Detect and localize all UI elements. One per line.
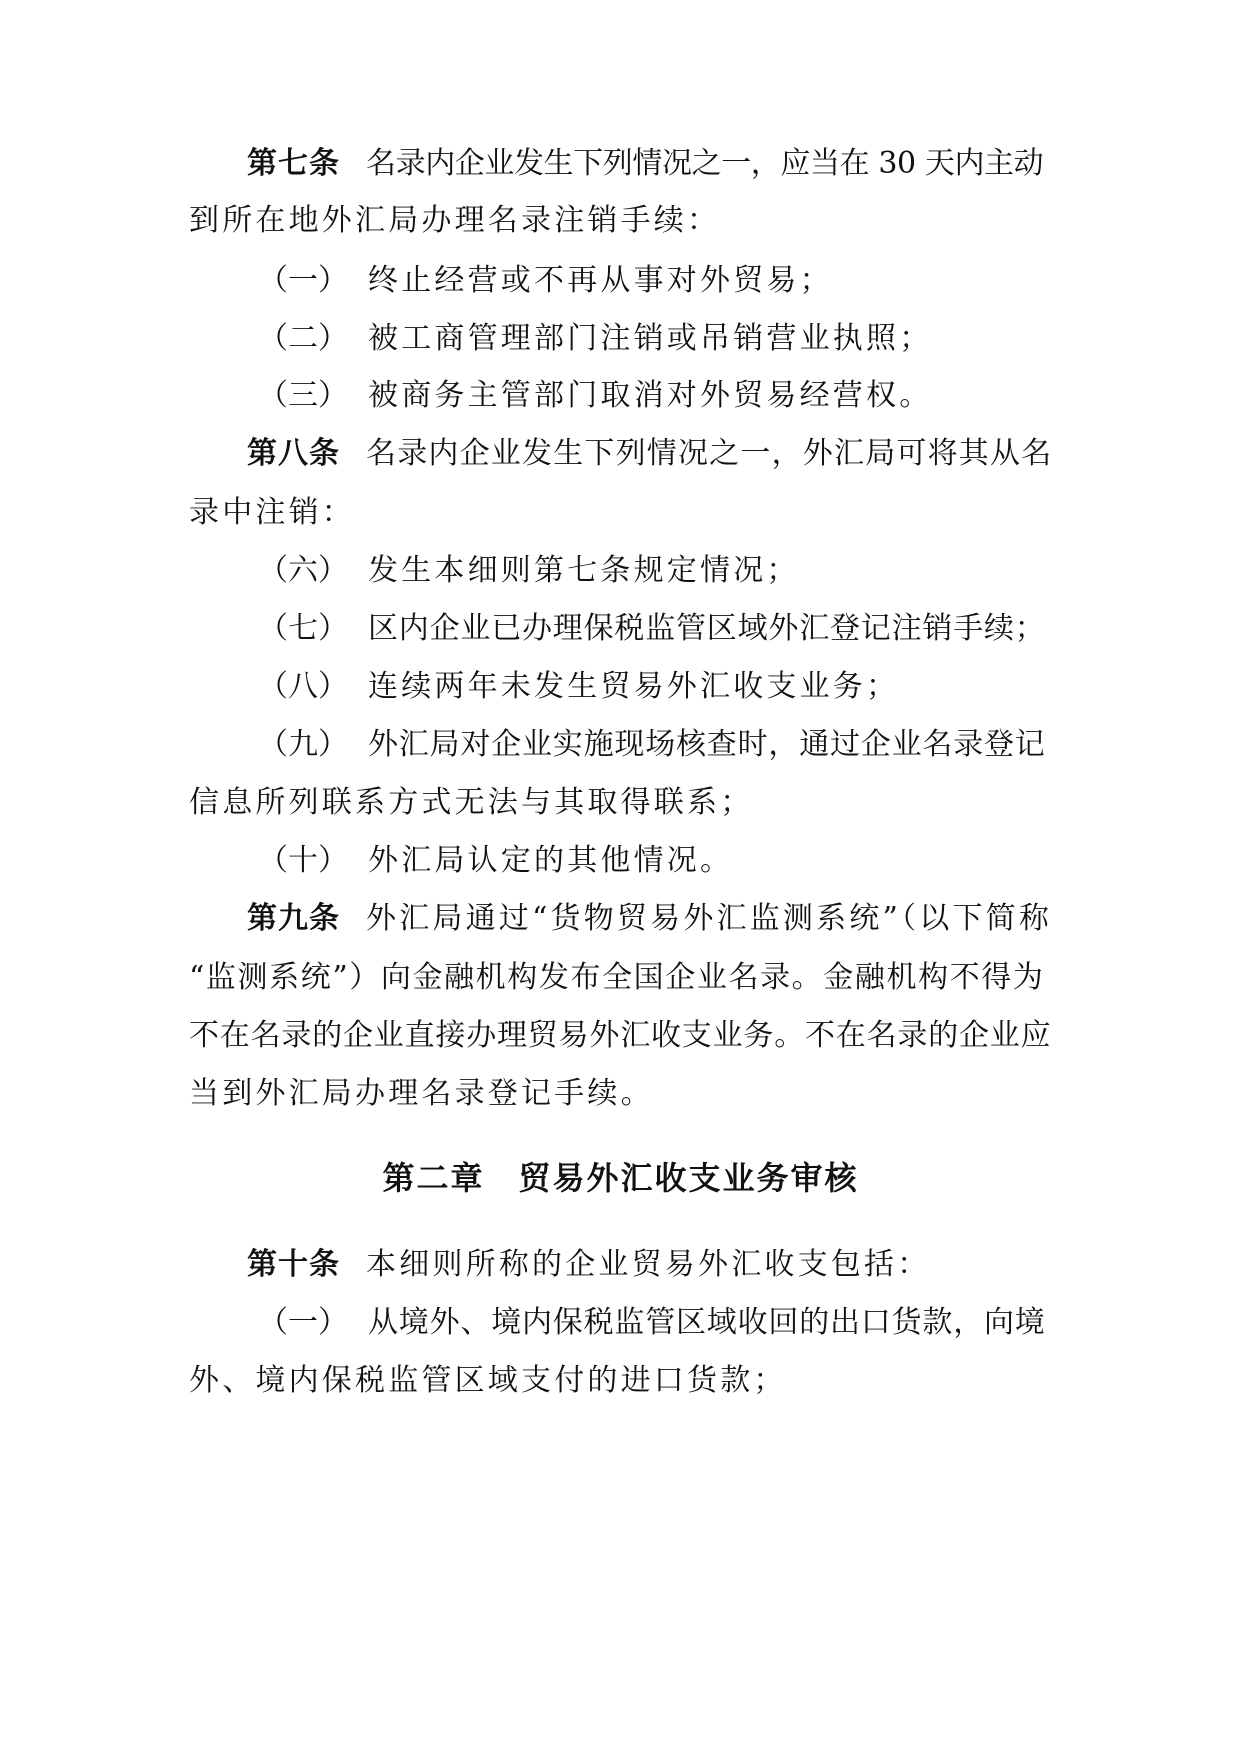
article-10-item-1 — [258, 1305, 1051, 1341]
item-text: 连续两年未发生贸易外汇收支业务； — [368, 669, 900, 704]
article-10-text: 本细则所称的企业贸易外汇收支包括： — [366, 1247, 931, 1282]
article-7-title: 第七条 — [247, 146, 340, 181]
chapter-number: 第二章 — [382, 1159, 485, 1197]
article-7-item-1 — [258, 263, 1051, 299]
article-8-text: 名录内企业发生下列情况之一，外汇局可将其从名 — [366, 436, 1053, 471]
item-text: 区内企业已办理保税监管区域外汇登记注销手续； — [368, 611, 1046, 646]
article-9-line-2: “监测系统”）向金融机构发布全国企业名录。金融机构不得为 — [189, 960, 1045, 995]
chapter-heading — [0, 1158, 1241, 1198]
article-7-item-3 — [258, 378, 1051, 414]
item-text: 外汇局认定的其他情况。 — [368, 843, 734, 878]
item-text: 被商务主管部门取消对外贸易经营权。 — [368, 378, 933, 413]
item-text: 被工商管理部门注销或吊销营业执照； — [368, 321, 933, 356]
article-8-item-8 — [258, 669, 1051, 705]
item-label: （三） — [258, 378, 348, 413]
article-9-text: 外汇局通过“货物贸易外汇监测系统”（以下简称 — [366, 901, 1053, 936]
article-9-line-1 — [247, 901, 1051, 937]
article-8-item-9-cont: 信息所列联系方式无法与其取得联系； — [189, 785, 754, 820]
article-8-item-9 — [258, 727, 1051, 763]
article-8-line-1 — [247, 436, 1051, 472]
article-8-line-2: 录中注销： — [189, 495, 355, 530]
article-10-item-1-cont: 外、境内保税监管区域支付的进口货款； — [189, 1363, 787, 1398]
article-8-item-10 — [258, 843, 1051, 879]
article-8-title: 第八条 — [247, 436, 340, 471]
item-text: 外汇局对企业实施现场核查时，通过企业名录登记 — [368, 727, 1046, 762]
item-label: （二） — [258, 321, 348, 356]
item-label: （八） — [258, 669, 348, 704]
article-10-line-1 — [247, 1247, 1051, 1283]
item-label: （十） — [258, 843, 348, 878]
article-10-title: 第十条 — [247, 1247, 340, 1282]
item-label: （九） — [258, 727, 348, 762]
article-8-item-6 — [258, 553, 1051, 589]
item-text: 从境外、境内保税监管区域收回的出口货款，向境 — [368, 1305, 1046, 1340]
chapter-title: 贸易外汇收支业务审核 — [518, 1159, 859, 1197]
item-label: （一） — [258, 1305, 348, 1340]
item-text: 发生本细则第七条规定情况； — [368, 553, 800, 588]
item-label: （六） — [258, 553, 348, 588]
article-8-item-7 — [258, 611, 1051, 647]
article-7-line-1 — [247, 146, 1051, 182]
article-9-line-4: 当到外汇局办理名录登记手续。 — [189, 1076, 654, 1111]
item-label: （一） — [258, 263, 348, 298]
item-label: （七） — [258, 611, 348, 646]
article-9-line-3: 不在名录的企业直接办理贸易外汇收支业务。不在名录的企业应 — [189, 1018, 1052, 1053]
article-7-text: 名录内企业发生下列情况之一，应当在 30 天内主动 — [366, 146, 1044, 181]
article-7-item-2 — [258, 321, 1051, 357]
article-7-line-2: 到所在地外汇局办理名录注销手续： — [189, 203, 721, 238]
item-text: 终止经营或不再从事对外贸易； — [368, 263, 833, 298]
article-9-title: 第九条 — [247, 901, 340, 936]
